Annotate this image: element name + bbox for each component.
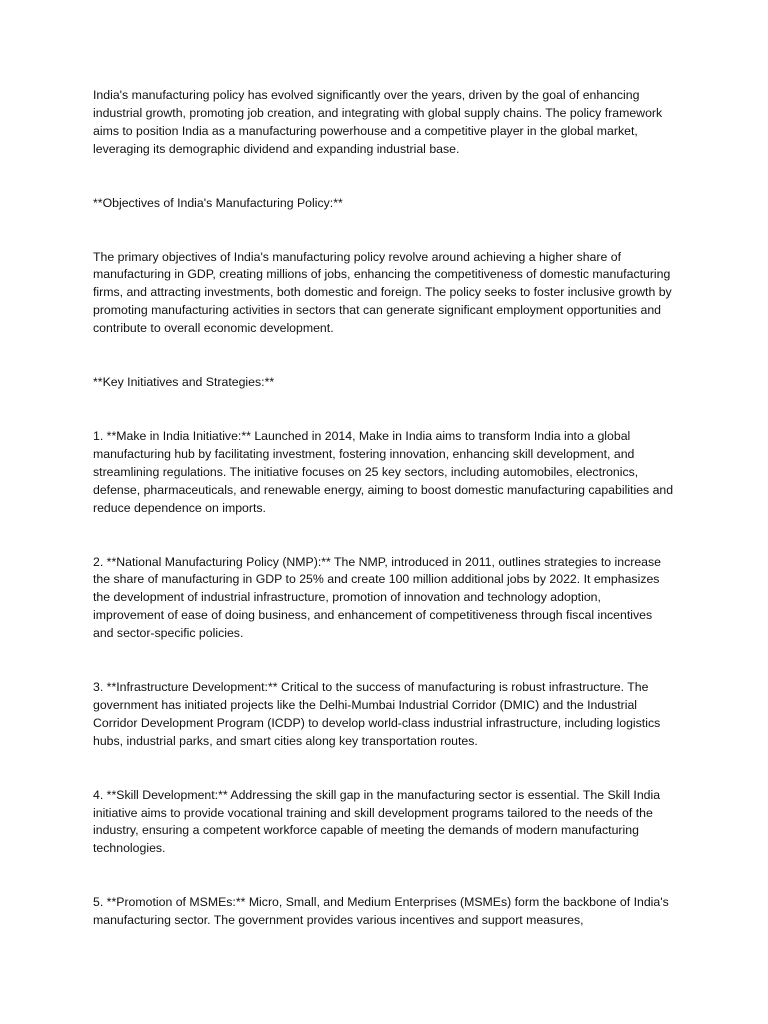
initiative-nmp: 2. **National Manufacturing Policy (NMP):** The NMP, introduced in 2011, outlines strategies to increase the share of manufacturing in GDP to 25% and create 100 million additional jobs by 2022. It emphasizes the development of industrial infrastructure, promotion of innovation and technology adoption, improvement of ease of doing business, and enhancement of competitiveness through fiscal incentives and sector-specific policies. [93, 554, 661, 641]
paragraph-spacer [93, 338, 675, 374]
objectives-paragraph: The primary objectives of India's manufacturing policy revolve around achieving a higher share of manufacturing in GDP, creating millions of jobs, enhancing the competitiveness of domestic manufacturing firms, and attracting investments, both domestic and foreign. The policy seeks to foster inclusive growth by promoting manufacturing activities in sectors that can generate significant employment opportunities and contribute to overall economic development. [93, 249, 672, 336]
paragraph-spacer [93, 159, 675, 195]
objectives-heading: **Objectives of India's Manufacturing Policy:** [93, 195, 343, 210]
paragraph-spacer [93, 518, 675, 554]
document-body [93, 87, 675, 930]
paragraph-spacer [93, 643, 675, 679]
paragraph-spacer [93, 392, 675, 428]
initiatives-heading: **Key Initiatives and Strategies:** [93, 375, 275, 390]
paragraph-spacer [93, 858, 675, 894]
intro-paragraph: India's manufacturing policy has evolved significantly over the years, driven by the goal of enhancing industrial growth, promoting job creation, and integrating with global supply chains. The policy framework aims to position India as a manufacturing powerhouse and a competitive player in the global market, leveraging its demographic dividend and expanding industrial base. [93, 88, 663, 156]
initiative-skill-development: 4. **Skill Development:** Addressing the skill gap in the manufacturing sector is essential. The Skill India initiative aims to provide vocational training and skill development programs tailored to the needs of the industry, ensuring a competent workforce capable of meeting the demands of modern manufacturing technologies. [93, 787, 661, 856]
paragraph-spacer [93, 751, 675, 787]
initiative-make-in-india: 1. **Make in India Initiative:** Launched in 2014, Make in India aims to transform India into a global manufacturing hub by facilitating investment, fostering innovation, enhancing skill development, and streamlining regulations. The initiative focuses on 25 key sectors, including automobiles, electronics, defense, pharmaceuticals, and renewable energy, aiming to boost domestic manufacturing capabilities and reduce dependence on imports. [93, 428, 674, 515]
paragraph-spacer [93, 213, 675, 249]
initiative-msmes: 5. **Promotion of MSMEs:** Micro, Small, and Medium Enterprises (MSMEs) form the backbone of India's manufacturing sector. The government provides various incentives and support measures, [93, 895, 669, 928]
initiative-infrastructure: 3. **Infrastructure Development:** Critical to the success of manufacturing is robust infrastructure. The government has initiated projects like the Delhi-Mumbai Industrial Corridor (DMIC) and the Industrial Corridor Development Program (ICDP) to develop world-class industrial infrastructure, including logistics hubs, industrial parks, and smart cities along key transportation routes. [93, 680, 661, 748]
